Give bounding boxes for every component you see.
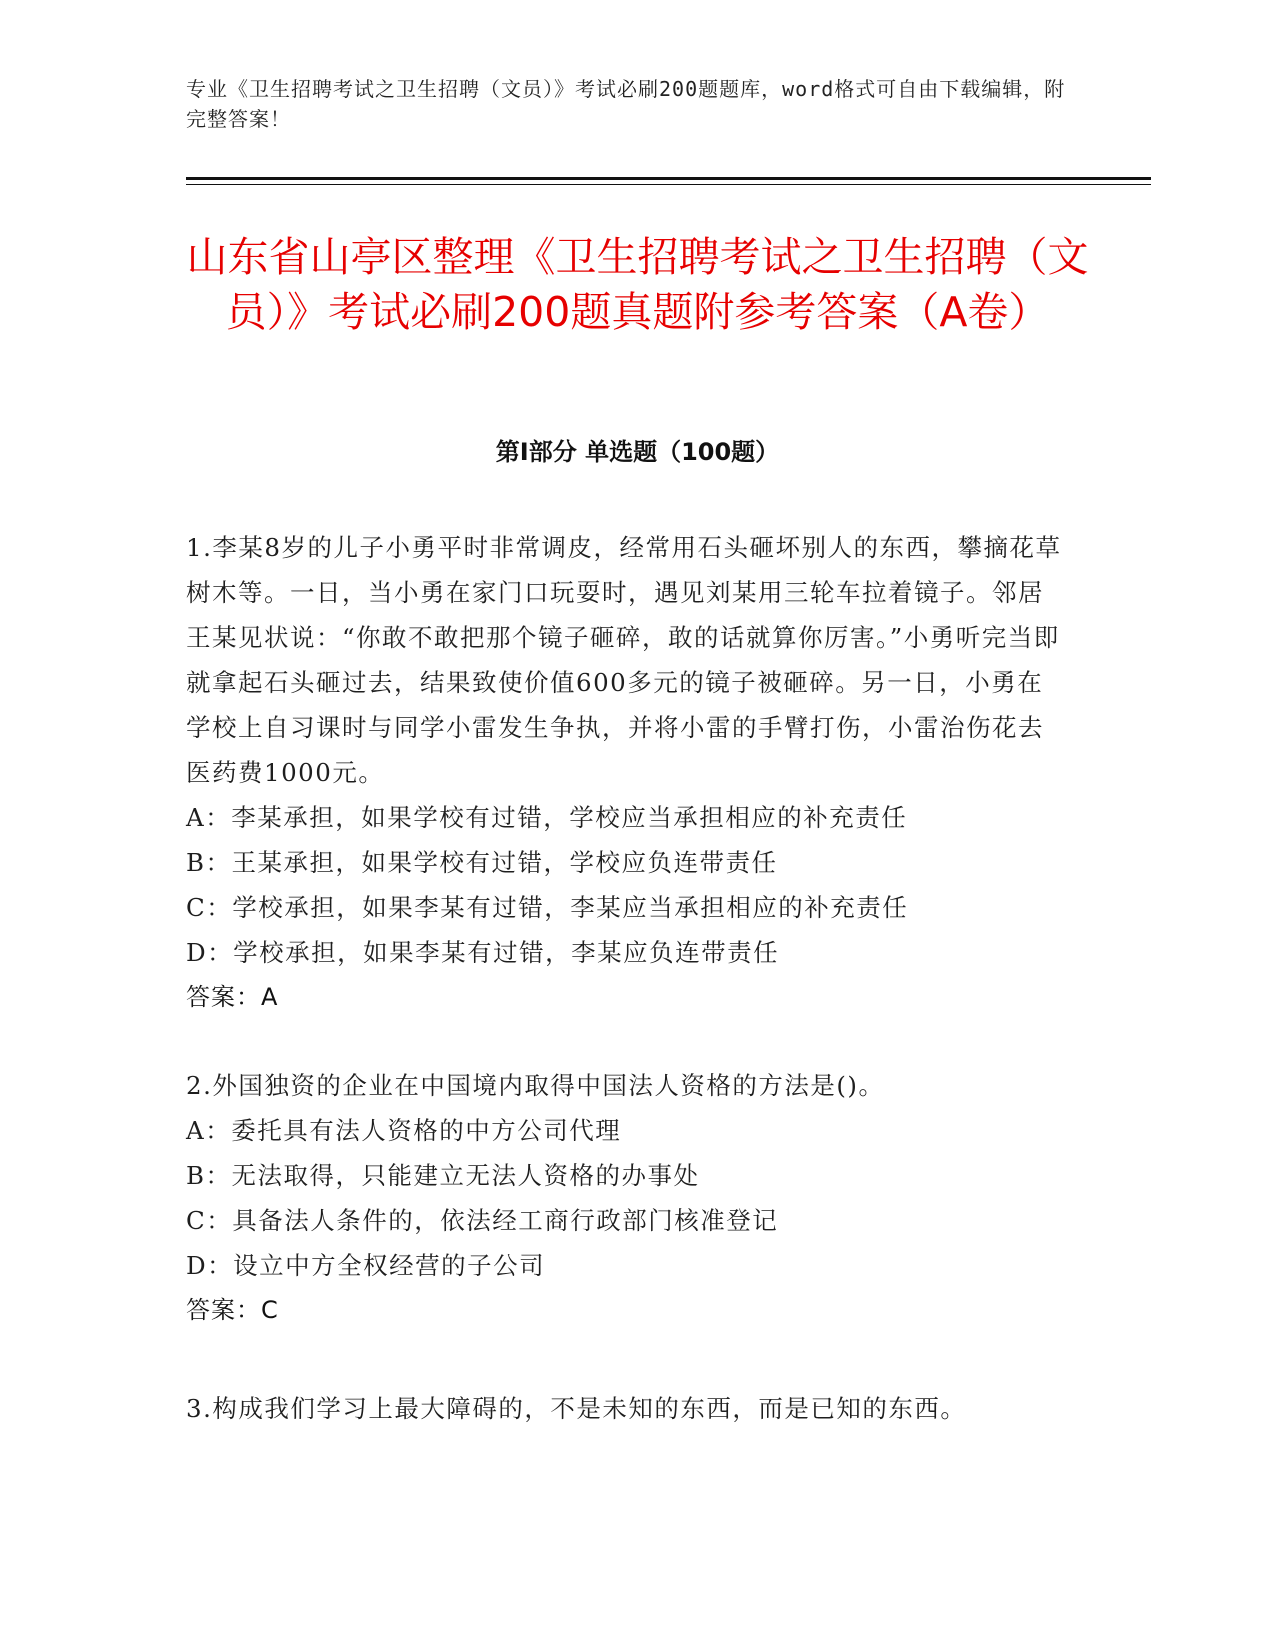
option-d: D：设立中方全权经营的子公司 (186, 1251, 546, 1280)
option-d: D：学校承担，如果李某有过错，李某应负连带责任 (186, 938, 780, 967)
answer-label: 答案：A (186, 983, 279, 1011)
header-rule-thick (186, 177, 1151, 180)
question-block-2 (186, 1063, 1066, 1333)
option-b: B：王某承担，如果学校有过错，学校应负连带责任 (186, 848, 778, 877)
option-c: C：学校承担，如果李某有过错，李某应当承担相应的补充责任 (186, 893, 909, 922)
section-title: 第Ⅰ部分 单选题（100题） (495, 438, 780, 466)
option-b: B：无法取得，只能建立无法人资格的办事处 (186, 1161, 700, 1190)
header-rule-thin (186, 184, 1151, 185)
option-c: C：具备法人条件的，依法经工商行政部门核准登记 (186, 1206, 779, 1235)
document-title: 山东省山亭区整理《卫生招聘考试之卫生招聘（文员）》考试必刷200题真题附参考答案（A卷） (186, 233, 1089, 336)
question-text: 1.李某8岁的儿子小勇平时非常调皮，经常用石头砸坏别人的东西，攀摘花草树木等。一日，当小勇在家门口玩耍时，遇见刘某用三轮车拉着镜子。邻居王某见状说：“你敢不敢把那个镜子砸碎，敢的话就算你厉害。”小勇听完当即就拿起石头砸过去，结果致使价值600多元的镜子被砸碎。另一日，小勇在学校上自习课时与同学小雷发生争执，并将小雷的手臂打伤，小雷治伤花去医药费1000元。 (186, 533, 1062, 787)
option-a: A：委托具有法人资格的中方公司代理 (186, 1116, 622, 1145)
question-text: 2.外国独资的企业在中国境内取得中国法人资格的方法是()。 (186, 1071, 885, 1100)
question-text: 3.构成我们学习上最大障碍的，不是未知的东西，而是已知的东西。 (186, 1394, 967, 1423)
answer-label: 答案：C (186, 1296, 279, 1324)
question-block-3 (186, 1386, 1066, 1431)
option-a: A：李某承担，如果学校有过错，学校应当承担相应的补充责任 (186, 803, 908, 832)
header-note: 专业《卫生招聘考试之卫生招聘（文员）》考试必刷200题题库，word格式可自由下载编辑，附完整答案！ (186, 77, 1066, 131)
question-block-1 (186, 525, 1066, 1020)
